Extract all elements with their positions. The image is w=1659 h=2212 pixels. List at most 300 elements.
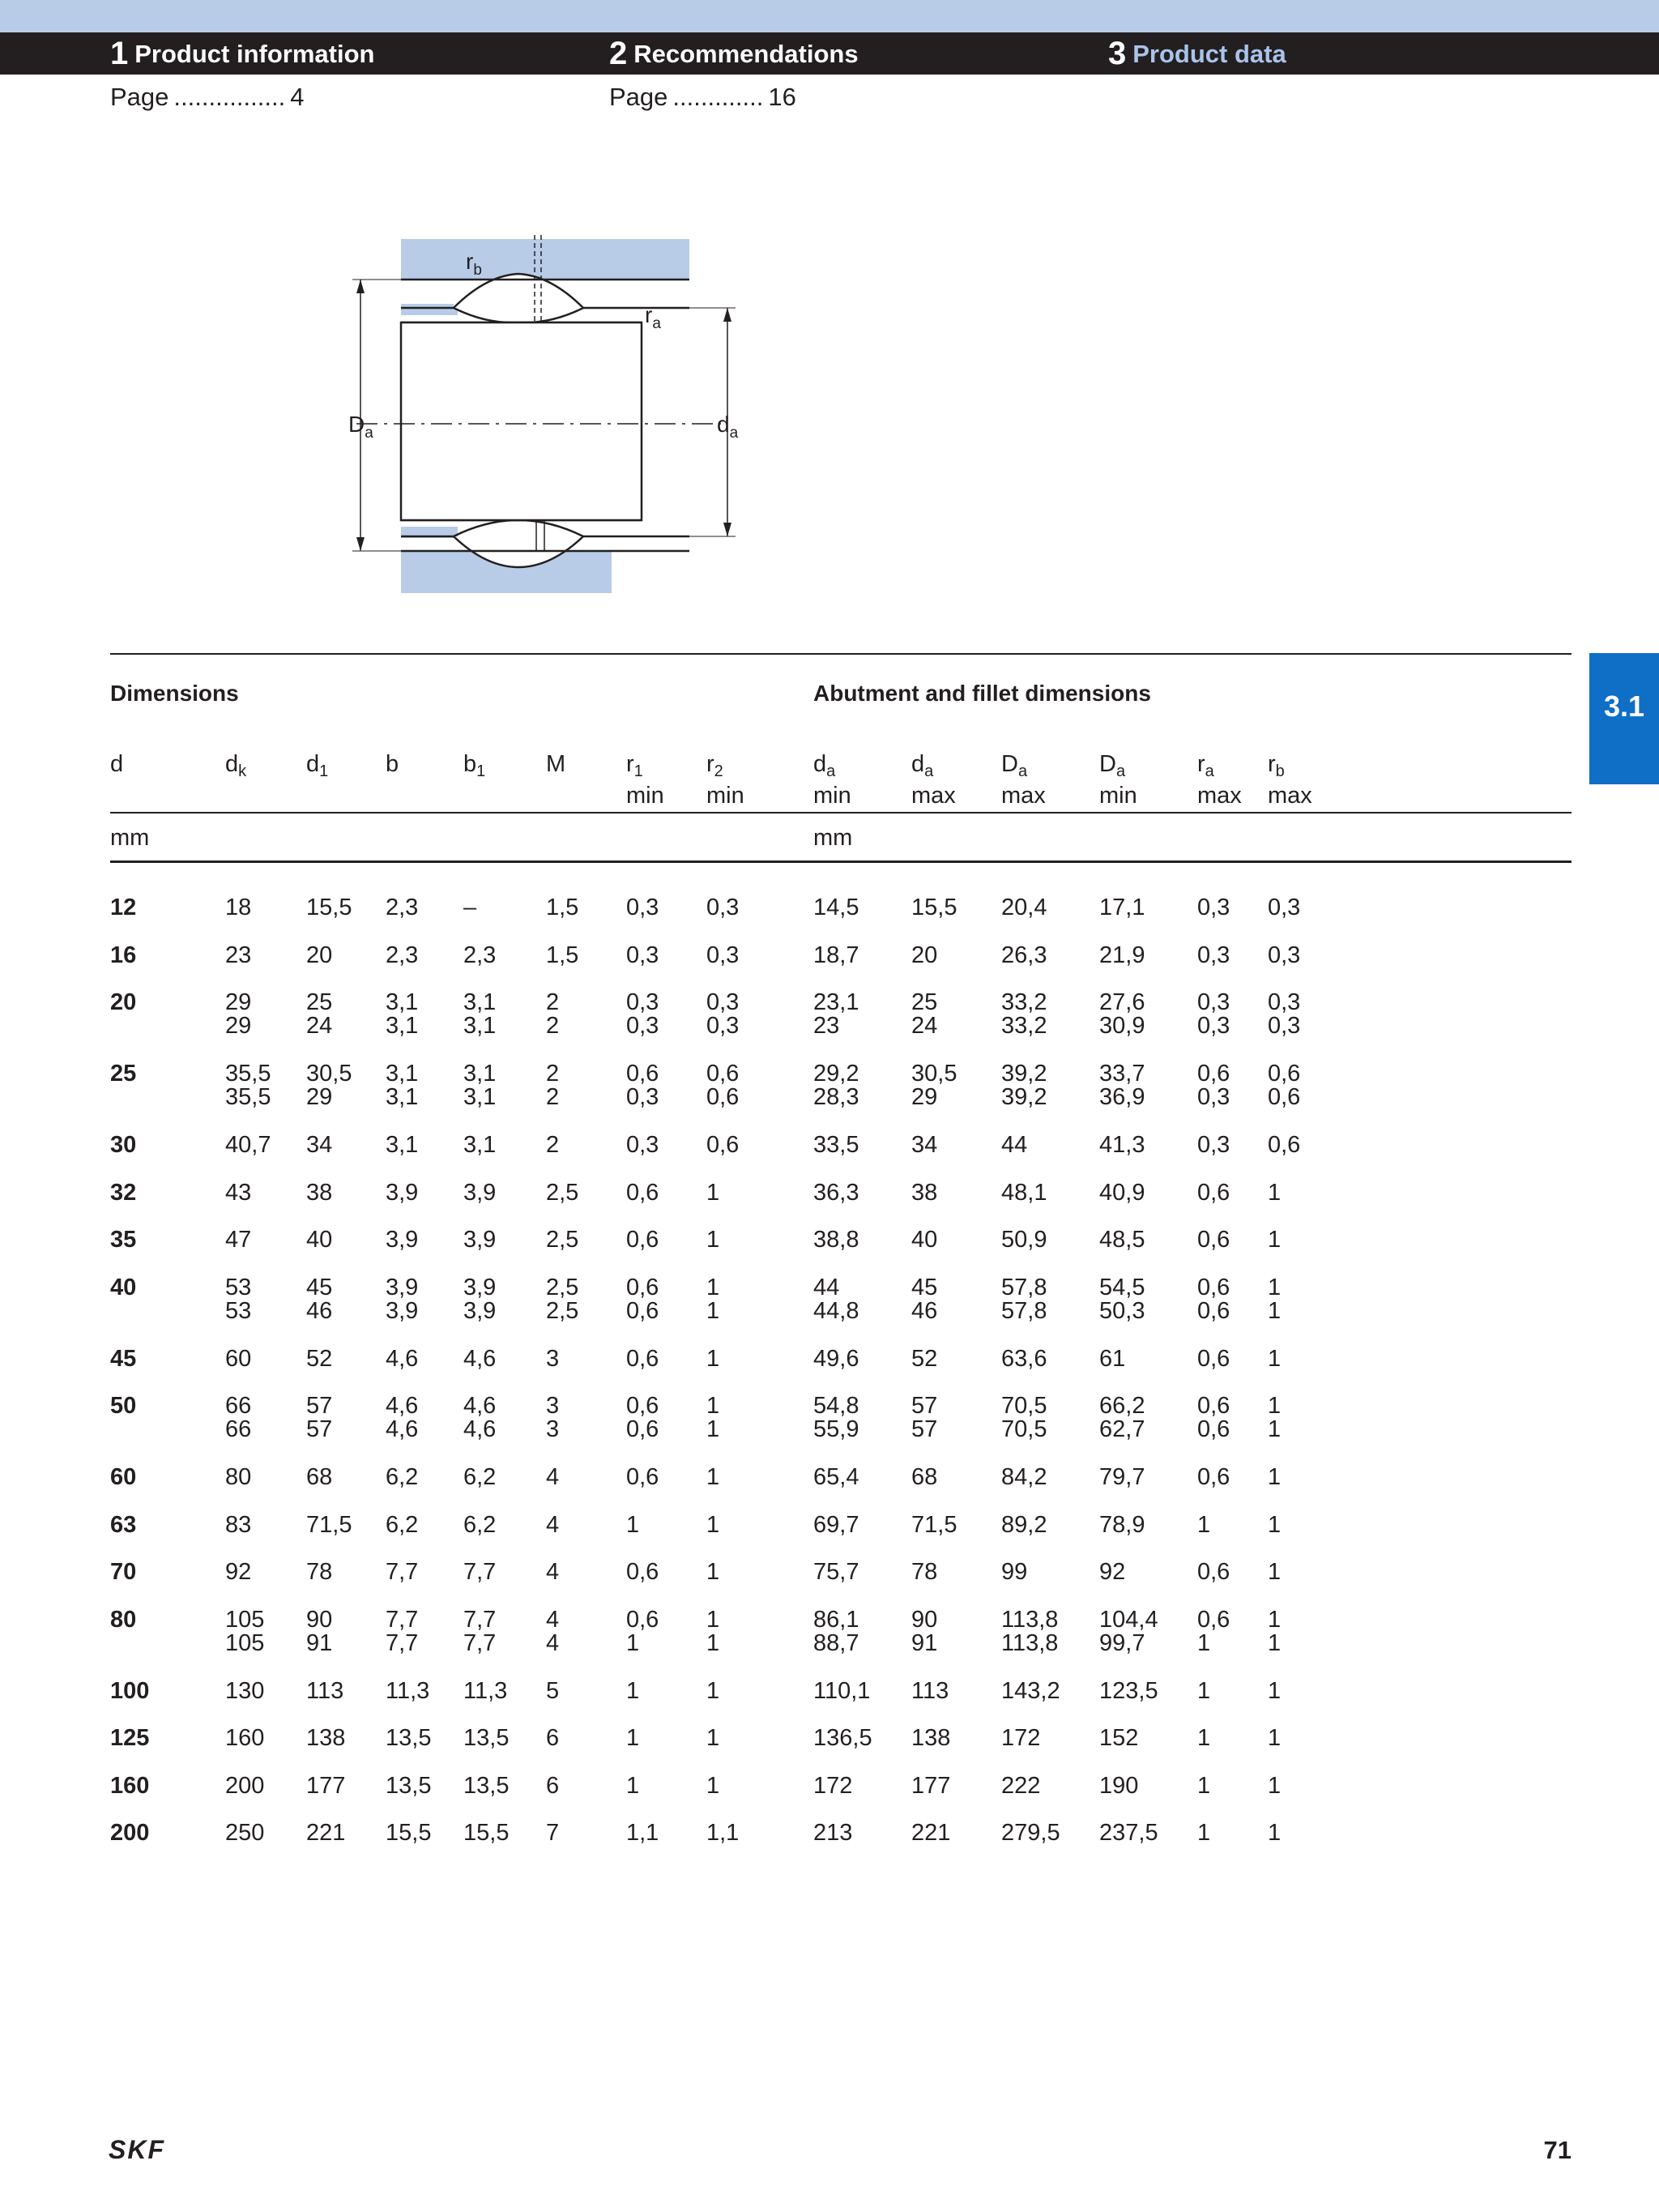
table-cell: 7,7	[463, 1559, 497, 1585]
table-cell: 222	[1001, 1772, 1041, 1799]
table-row	[0, 1062, 1659, 1111]
chapter-tab[interactable]: 3.1	[1589, 653, 1659, 784]
table-cell: 1	[1268, 1820, 1282, 1846]
table-cell: 0,6	[626, 1559, 659, 1585]
table-cell: 3,9	[463, 1227, 497, 1253]
table-cell: 0,3 0,3	[626, 989, 659, 1039]
column-header: $d_k$	[225, 751, 247, 780]
table-cell: 38,8	[813, 1227, 859, 1253]
table-cell: 0,3 0,3	[1268, 989, 1301, 1039]
bore-diameter: 40	[110, 1274, 137, 1300]
table-cell: 15,5	[911, 895, 957, 920]
table-cell: 160	[225, 1725, 265, 1751]
header-rule	[110, 812, 1572, 813]
table-cell: 0,6 0,6	[1197, 1393, 1230, 1442]
label-rb: $r_b$	[466, 249, 482, 279]
table-cell: 1	[706, 1464, 720, 1490]
table-cell: 1 1	[706, 1606, 720, 1656]
bore-diameter: 45	[110, 1345, 137, 1372]
table-cell: 143,2	[1001, 1677, 1060, 1704]
table-cell: –	[463, 895, 477, 920]
table-cell: 0,3	[626, 942, 659, 968]
table-cell: 1,5	[546, 895, 579, 920]
table-cell: 1 1	[706, 1393, 720, 1442]
table-cell: 35,5 35,5	[225, 1061, 271, 1110]
table-cell: 92	[1099, 1559, 1126, 1585]
table-cell: 34	[911, 1132, 938, 1158]
table-cell: 63,6	[1001, 1345, 1047, 1372]
table-cell: 0,3 0,3	[1197, 989, 1230, 1039]
table-cell: 54,8 55,9	[813, 1393, 859, 1442]
table-cell: 61	[1099, 1345, 1126, 1372]
table-cell: 54,5 50,3	[1099, 1274, 1145, 1324]
table-cell: 71,5	[911, 1511, 957, 1538]
table-cell: 138	[911, 1725, 951, 1751]
table-cell: 1	[1197, 1725, 1211, 1751]
table-cell: 0,6	[1197, 1559, 1230, 1585]
bore-diameter: 16	[110, 942, 137, 968]
table-cell: 2,5 2,5	[546, 1274, 579, 1324]
table-row	[0, 1466, 1659, 1514]
table-cell: 1	[626, 1725, 640, 1751]
table-cell: 113	[306, 1677, 344, 1704]
table-cell: 11,3	[463, 1677, 508, 1704]
table-row	[0, 1134, 1659, 1182]
table-cell: 0,3	[1197, 942, 1230, 968]
table-cell: 2,3	[463, 942, 497, 968]
table-cell: 0,6	[626, 1227, 659, 1253]
table-cell: 0,6 0,3	[1197, 1061, 1230, 1110]
table-cell: 71,5	[306, 1511, 352, 1538]
bore-diameter: 63	[110, 1511, 137, 1538]
table-cell: 6	[546, 1772, 560, 1799]
table-row	[0, 1608, 1659, 1657]
table-cell: 172	[1001, 1725, 1041, 1751]
table-cell: 1	[1268, 1511, 1282, 1538]
table-cell: 1,1	[626, 1820, 659, 1846]
bore-diameter: 25	[110, 1061, 137, 1087]
table-cell: 45 46	[911, 1274, 938, 1324]
column-header: d	[110, 751, 124, 777]
table-cell: 39,2 39,2	[1001, 1061, 1047, 1110]
table-cell: 250	[225, 1820, 265, 1846]
table-cell: 3,9	[386, 1179, 419, 1206]
table-row	[0, 1677, 1659, 1728]
table-cell: 30,5 29	[306, 1061, 352, 1110]
table-cell: 15,5	[386, 1820, 432, 1846]
table-cell: 57,8 57,8	[1001, 1274, 1047, 1324]
table-cell: 48,5	[1099, 1227, 1145, 1253]
table-cell: 0,6	[1197, 1227, 1230, 1253]
table-cell: 66 66	[225, 1393, 252, 1442]
table-cell: 6,2	[463, 1511, 497, 1538]
bore-diameter: 20	[110, 989, 137, 1015]
table-cell: 0,6 0,6	[626, 1274, 659, 1324]
table-cell: 92	[225, 1559, 252, 1585]
column-header: b	[386, 751, 399, 777]
table-cell: 68	[911, 1464, 938, 1490]
table-cell: 0,6 0,6	[626, 1393, 659, 1442]
section-dimensions: Dimensions	[110, 681, 239, 706]
table-cell: 172	[813, 1772, 853, 1799]
table-cell: 90 91	[306, 1606, 333, 1656]
table-cell: 60	[225, 1345, 252, 1372]
column-header: $D_a$ min	[1099, 751, 1137, 809]
table-cell: 3,9 3,9	[386, 1274, 419, 1324]
table-cell: 221	[911, 1820, 951, 1846]
table-cell: 1	[1268, 1725, 1282, 1751]
table-cell: 78,9	[1099, 1511, 1145, 1538]
table-cell: 3,9	[463, 1179, 497, 1206]
table-row	[0, 1276, 1659, 1325]
table-cell: 40	[306, 1227, 333, 1253]
table-cell: 34	[306, 1132, 333, 1158]
table-cell: 2,5	[546, 1179, 579, 1206]
unit-rule	[110, 860, 1572, 863]
table-cell: 40	[911, 1227, 938, 1253]
table-cell: 113,8 113,8	[1001, 1606, 1059, 1656]
table-cell: 99	[1001, 1559, 1028, 1585]
column-header: $d_a$ min	[813, 751, 851, 809]
table-cell: 0,6 0,6	[706, 1061, 740, 1110]
table-cell: 177	[911, 1772, 951, 1799]
table-cell: 40,7	[225, 1132, 271, 1158]
table-cell: 213	[813, 1820, 853, 1846]
table-cell: 6	[546, 1725, 560, 1751]
table-cell: 0,3	[626, 1132, 659, 1158]
table-cell: 1	[626, 1772, 640, 1799]
table-cell: 33,2 33,2	[1001, 989, 1047, 1039]
bore-diameter: 35	[110, 1227, 137, 1253]
table-cell: 110,1	[813, 1677, 871, 1704]
table-cell: 83	[225, 1511, 252, 1538]
table-cell: 136,5	[813, 1725, 872, 1751]
table-cell: 3,1 3,1	[386, 989, 419, 1039]
table-cell: 1	[706, 1179, 720, 1206]
table-cell: 190	[1099, 1772, 1139, 1799]
table-cell: 1 1	[706, 1274, 720, 1324]
table-cell: 1	[1197, 1511, 1211, 1538]
table-cell: 78	[306, 1559, 333, 1585]
table-cell: 33,5	[813, 1132, 859, 1158]
table-cell: 1	[706, 1345, 720, 1372]
table-cell: 1	[706, 1677, 720, 1704]
table-row	[0, 1347, 1659, 1396]
page-ref-product-information[interactable]: Page ................ 4	[110, 83, 305, 111]
table-cell: 3	[546, 1345, 560, 1372]
table-cell: 90 91	[911, 1606, 938, 1656]
svg-text:SKF: SKF	[109, 2136, 165, 2163]
table-cell: 130	[225, 1677, 265, 1704]
table-cell: 89,2	[1001, 1511, 1047, 1538]
table-cell: 11,3	[386, 1677, 430, 1704]
table-cell: 104,4 99,7	[1099, 1606, 1158, 1656]
bore-diameter: 60	[110, 1464, 137, 1490]
table-cell: 50,9	[1001, 1227, 1047, 1253]
table-cell: 3,1 3,1	[463, 989, 497, 1039]
table-cell: 47	[225, 1227, 252, 1253]
table-cell: 20	[911, 942, 938, 968]
table-row	[0, 1727, 1659, 1775]
table-cell: 0,6	[706, 1132, 740, 1158]
table-cell: 79,7	[1099, 1464, 1145, 1490]
top-color-band	[0, 0, 1659, 32]
table-cell: 1 1	[1268, 1606, 1282, 1656]
table-row	[0, 1511, 1659, 1562]
table-cell: 0,3	[1197, 1132, 1230, 1158]
table-cell: 3,9 3,9	[463, 1274, 497, 1324]
table-cell: 7,7 7,7	[386, 1606, 419, 1656]
nav-recommendations[interactable]: 2 Recommendations	[609, 36, 859, 71]
table-cell: 25 24	[911, 989, 938, 1039]
table-cell: 221	[306, 1820, 346, 1846]
column-header: $r_a$ max	[1197, 751, 1242, 809]
table-cell: 0,3	[1197, 895, 1230, 920]
table-cell: 3,9	[386, 1227, 419, 1253]
table-cell: 2,3	[386, 942, 419, 968]
table-cell: 48,1	[1001, 1179, 1047, 1206]
table-cell: 6,2	[386, 1511, 419, 1538]
table-cell: 23	[225, 942, 252, 968]
table-cell: 152	[1099, 1725, 1139, 1751]
table-cell: 29 29	[225, 989, 252, 1039]
table-cell: 38	[911, 1179, 938, 1206]
table-row	[0, 1228, 1659, 1277]
table-cell: 0,6	[1268, 1132, 1301, 1158]
table-cell: 1,5	[546, 942, 579, 968]
table-cell: 18	[225, 895, 252, 920]
table-cell: 0,3	[1268, 895, 1301, 920]
table-cell: 1	[626, 1677, 640, 1704]
table-cell: 237,5	[1099, 1820, 1158, 1846]
table-cell: 1	[1268, 1677, 1282, 1704]
bore-diameter: 100	[110, 1677, 150, 1704]
table-cell: 2 2	[546, 989, 560, 1039]
column-header: $r_1$ min	[626, 751, 664, 809]
table-cell: 43	[225, 1179, 252, 1206]
table-cell: 45 46	[306, 1274, 333, 1324]
table-cell: 105 105	[225, 1606, 265, 1656]
table-cell: 3,1	[463, 1132, 497, 1158]
table-cell: 52	[306, 1345, 333, 1372]
table-cell: 1	[1268, 1559, 1282, 1585]
column-header: $d_a$ max	[911, 751, 956, 809]
table-cell: 2	[546, 1132, 560, 1158]
table-cell: 1	[706, 1772, 720, 1799]
table-cell: 15,5	[306, 895, 352, 920]
table-cell: 29,2 28,3	[813, 1061, 859, 1110]
table-cell: 1	[1268, 1179, 1282, 1206]
table-cell: 80	[225, 1464, 252, 1490]
table-cell: 1	[1268, 1345, 1282, 1372]
bore-diameter: 70	[110, 1559, 137, 1585]
table-cell: 1	[706, 1511, 720, 1538]
table-top-rule	[110, 653, 1572, 655]
table-cell: 1,1	[706, 1820, 740, 1846]
table-cell: 66,2 62,7	[1099, 1393, 1145, 1442]
table-cell: 13,5	[386, 1772, 432, 1799]
bore-diameter: 32	[110, 1179, 137, 1206]
table-cell: 20	[306, 942, 333, 968]
table-cell: 0,6 1	[1197, 1606, 1230, 1656]
table-cell: 3,1 3,1	[463, 1061, 497, 1110]
table-cell: 0,3	[706, 895, 740, 920]
table-cell: 4,6 4,6	[463, 1393, 497, 1442]
table-cell: 20,4	[1001, 895, 1047, 920]
table-cell: 23,1 23	[813, 989, 859, 1039]
table-cell: 5	[546, 1677, 560, 1704]
table-row	[0, 1821, 1659, 1870]
table-cell: 0,3	[1268, 942, 1301, 968]
table-cell: 200	[225, 1772, 265, 1799]
table-cell: 44	[1001, 1132, 1028, 1158]
table-cell: 38	[306, 1179, 333, 1206]
table-row	[0, 1181, 1659, 1230]
table-cell: 40,9	[1099, 1179, 1145, 1206]
table-cell: 0,6	[626, 1345, 659, 1372]
table-cell: 65,4	[813, 1464, 859, 1490]
table-cell: 3 3	[546, 1393, 560, 1442]
table-cell: 30,5 29	[911, 1061, 957, 1110]
table-cell: 18,7	[813, 942, 859, 968]
housing-top	[401, 239, 689, 280]
table-cell: 52	[911, 1345, 938, 1372]
nav-product-information[interactable]: 1 Product information	[110, 36, 375, 71]
section-abutment: Abutment and fillet dimensions	[813, 681, 1151, 706]
table-cell: 0,3 0,3	[706, 989, 740, 1039]
table-cell: 1 1	[1268, 1393, 1282, 1442]
table-cell: 1 1	[1268, 1274, 1282, 1324]
table-cell: 0,3	[706, 942, 740, 968]
skf-logo	[109, 2136, 193, 2163]
table-cell: 14,5	[813, 895, 859, 920]
column-header: $b_1$	[463, 751, 486, 780]
table-cell: 1	[1197, 1820, 1211, 1846]
page-number: 71	[1543, 2136, 1572, 2164]
table-cell: 138	[306, 1725, 346, 1751]
page-ref-recommendations[interactable]: Page ............. 16	[609, 83, 796, 111]
bore-diameter: 125	[110, 1725, 150, 1751]
column-header: $r_2$ min	[706, 751, 744, 809]
bore-diameter: 200	[110, 1820, 150, 1846]
table-cell: 41,3	[1099, 1132, 1145, 1158]
table-cell: 26,3	[1001, 942, 1047, 968]
table-cell: 0,6	[1197, 1179, 1230, 1206]
table-cell: 279,5	[1001, 1820, 1060, 1846]
label-ra: $r_a$	[645, 302, 661, 332]
table-row	[0, 896, 1659, 945]
table-cell: 78	[911, 1559, 938, 1585]
table-cell: 6,2	[386, 1464, 419, 1490]
label-Da: $D_a$	[348, 412, 373, 442]
column-header: $D_a$ max	[1001, 751, 1046, 809]
column-header: $r_b$ max	[1268, 751, 1312, 809]
table-row	[0, 944, 1659, 993]
label-da: $d_a$	[717, 412, 739, 442]
table-cell: 36,3	[813, 1179, 859, 1206]
table-cell: 33,7 36,9	[1099, 1061, 1145, 1110]
table-cell: 4 4	[546, 1606, 560, 1656]
table-cell: 1	[1268, 1464, 1282, 1490]
table-cell: 0,6	[1197, 1345, 1230, 1372]
table-cell: 4,6	[386, 1345, 419, 1372]
table-cell: 4	[546, 1464, 560, 1490]
table-cell: 0,3	[626, 895, 659, 920]
table-cell: 1	[706, 1725, 720, 1751]
table-cell: 4	[546, 1559, 560, 1585]
table-cell: 1	[1268, 1772, 1282, 1799]
shaft-top-left	[401, 304, 458, 315]
column-header: $d_1$	[306, 751, 329, 780]
bore-diameter: 12	[110, 895, 137, 920]
table-cell: 0,6	[626, 1179, 659, 1206]
table-cell: 6,2	[463, 1464, 497, 1490]
table-cell: 27,6 30,9	[1099, 989, 1145, 1039]
table-cell: 57 57	[911, 1393, 938, 1442]
table-cell: 86,1 88,7	[813, 1606, 859, 1656]
bore-diameter: 160	[110, 1772, 150, 1799]
table-cell: 3,1	[386, 1132, 419, 1158]
table-cell: 49,6	[813, 1345, 859, 1372]
table-cell: 25 24	[306, 989, 333, 1039]
table-cell: 13,5	[463, 1772, 510, 1799]
bearing-abutment-drawing	[324, 227, 745, 616]
bore-diameter: 80	[110, 1606, 137, 1633]
table-cell: 0,6 1	[626, 1606, 659, 1656]
table-row	[0, 1394, 1659, 1443]
unit-abutment: mm	[813, 825, 853, 851]
section-nav	[0, 32, 1659, 75]
table-cell: 0,6 0,6	[1197, 1274, 1230, 1324]
table-cell: 68	[306, 1464, 333, 1490]
table-cell: 113	[911, 1677, 949, 1704]
table-cell: 123,5	[1099, 1677, 1158, 1704]
table-cell: 69,7	[813, 1511, 859, 1538]
table-cell: 1	[626, 1511, 640, 1538]
table-cell: 3,1 3,1	[386, 1061, 419, 1110]
table-cell: 13,5	[386, 1725, 432, 1751]
table-cell: 13,5	[463, 1725, 510, 1751]
table-cell: 15,5	[463, 1820, 510, 1846]
table-cell: 4,6 4,6	[386, 1393, 419, 1442]
table-cell: 75,7	[813, 1559, 859, 1585]
table-cell: 177	[306, 1772, 346, 1799]
table-cell: 4	[546, 1511, 560, 1538]
table-cell: 0,6 0,3	[626, 1061, 659, 1110]
table-cell: 7,7	[386, 1559, 419, 1585]
table-cell: 0,6	[1197, 1464, 1230, 1490]
table-cell: 2 2	[546, 1061, 560, 1110]
table-cell: 53 53	[225, 1274, 252, 1324]
table-cell: 1	[1197, 1772, 1211, 1799]
table-cell: 21,9	[1099, 942, 1145, 968]
table-row	[0, 991, 1659, 1040]
table-cell: 7	[546, 1820, 560, 1846]
table-cell: 70,5 70,5	[1001, 1393, 1047, 1442]
table-cell: 44 44,8	[813, 1274, 859, 1324]
table-cell: 1	[1197, 1677, 1211, 1704]
table-row	[0, 1774, 1659, 1823]
table-cell: 1	[706, 1227, 720, 1253]
table-cell: 1	[706, 1559, 720, 1585]
table-cell: 0,6	[626, 1464, 659, 1490]
table-cell: 1	[1268, 1227, 1282, 1253]
bore-diameter: 50	[110, 1393, 137, 1419]
nav-product-data[interactable]: 3 Product data	[1108, 36, 1286, 71]
table-cell: 57 57	[306, 1393, 333, 1442]
unit-dimensions: mm	[110, 825, 150, 851]
table-cell: 17,1	[1099, 895, 1145, 920]
